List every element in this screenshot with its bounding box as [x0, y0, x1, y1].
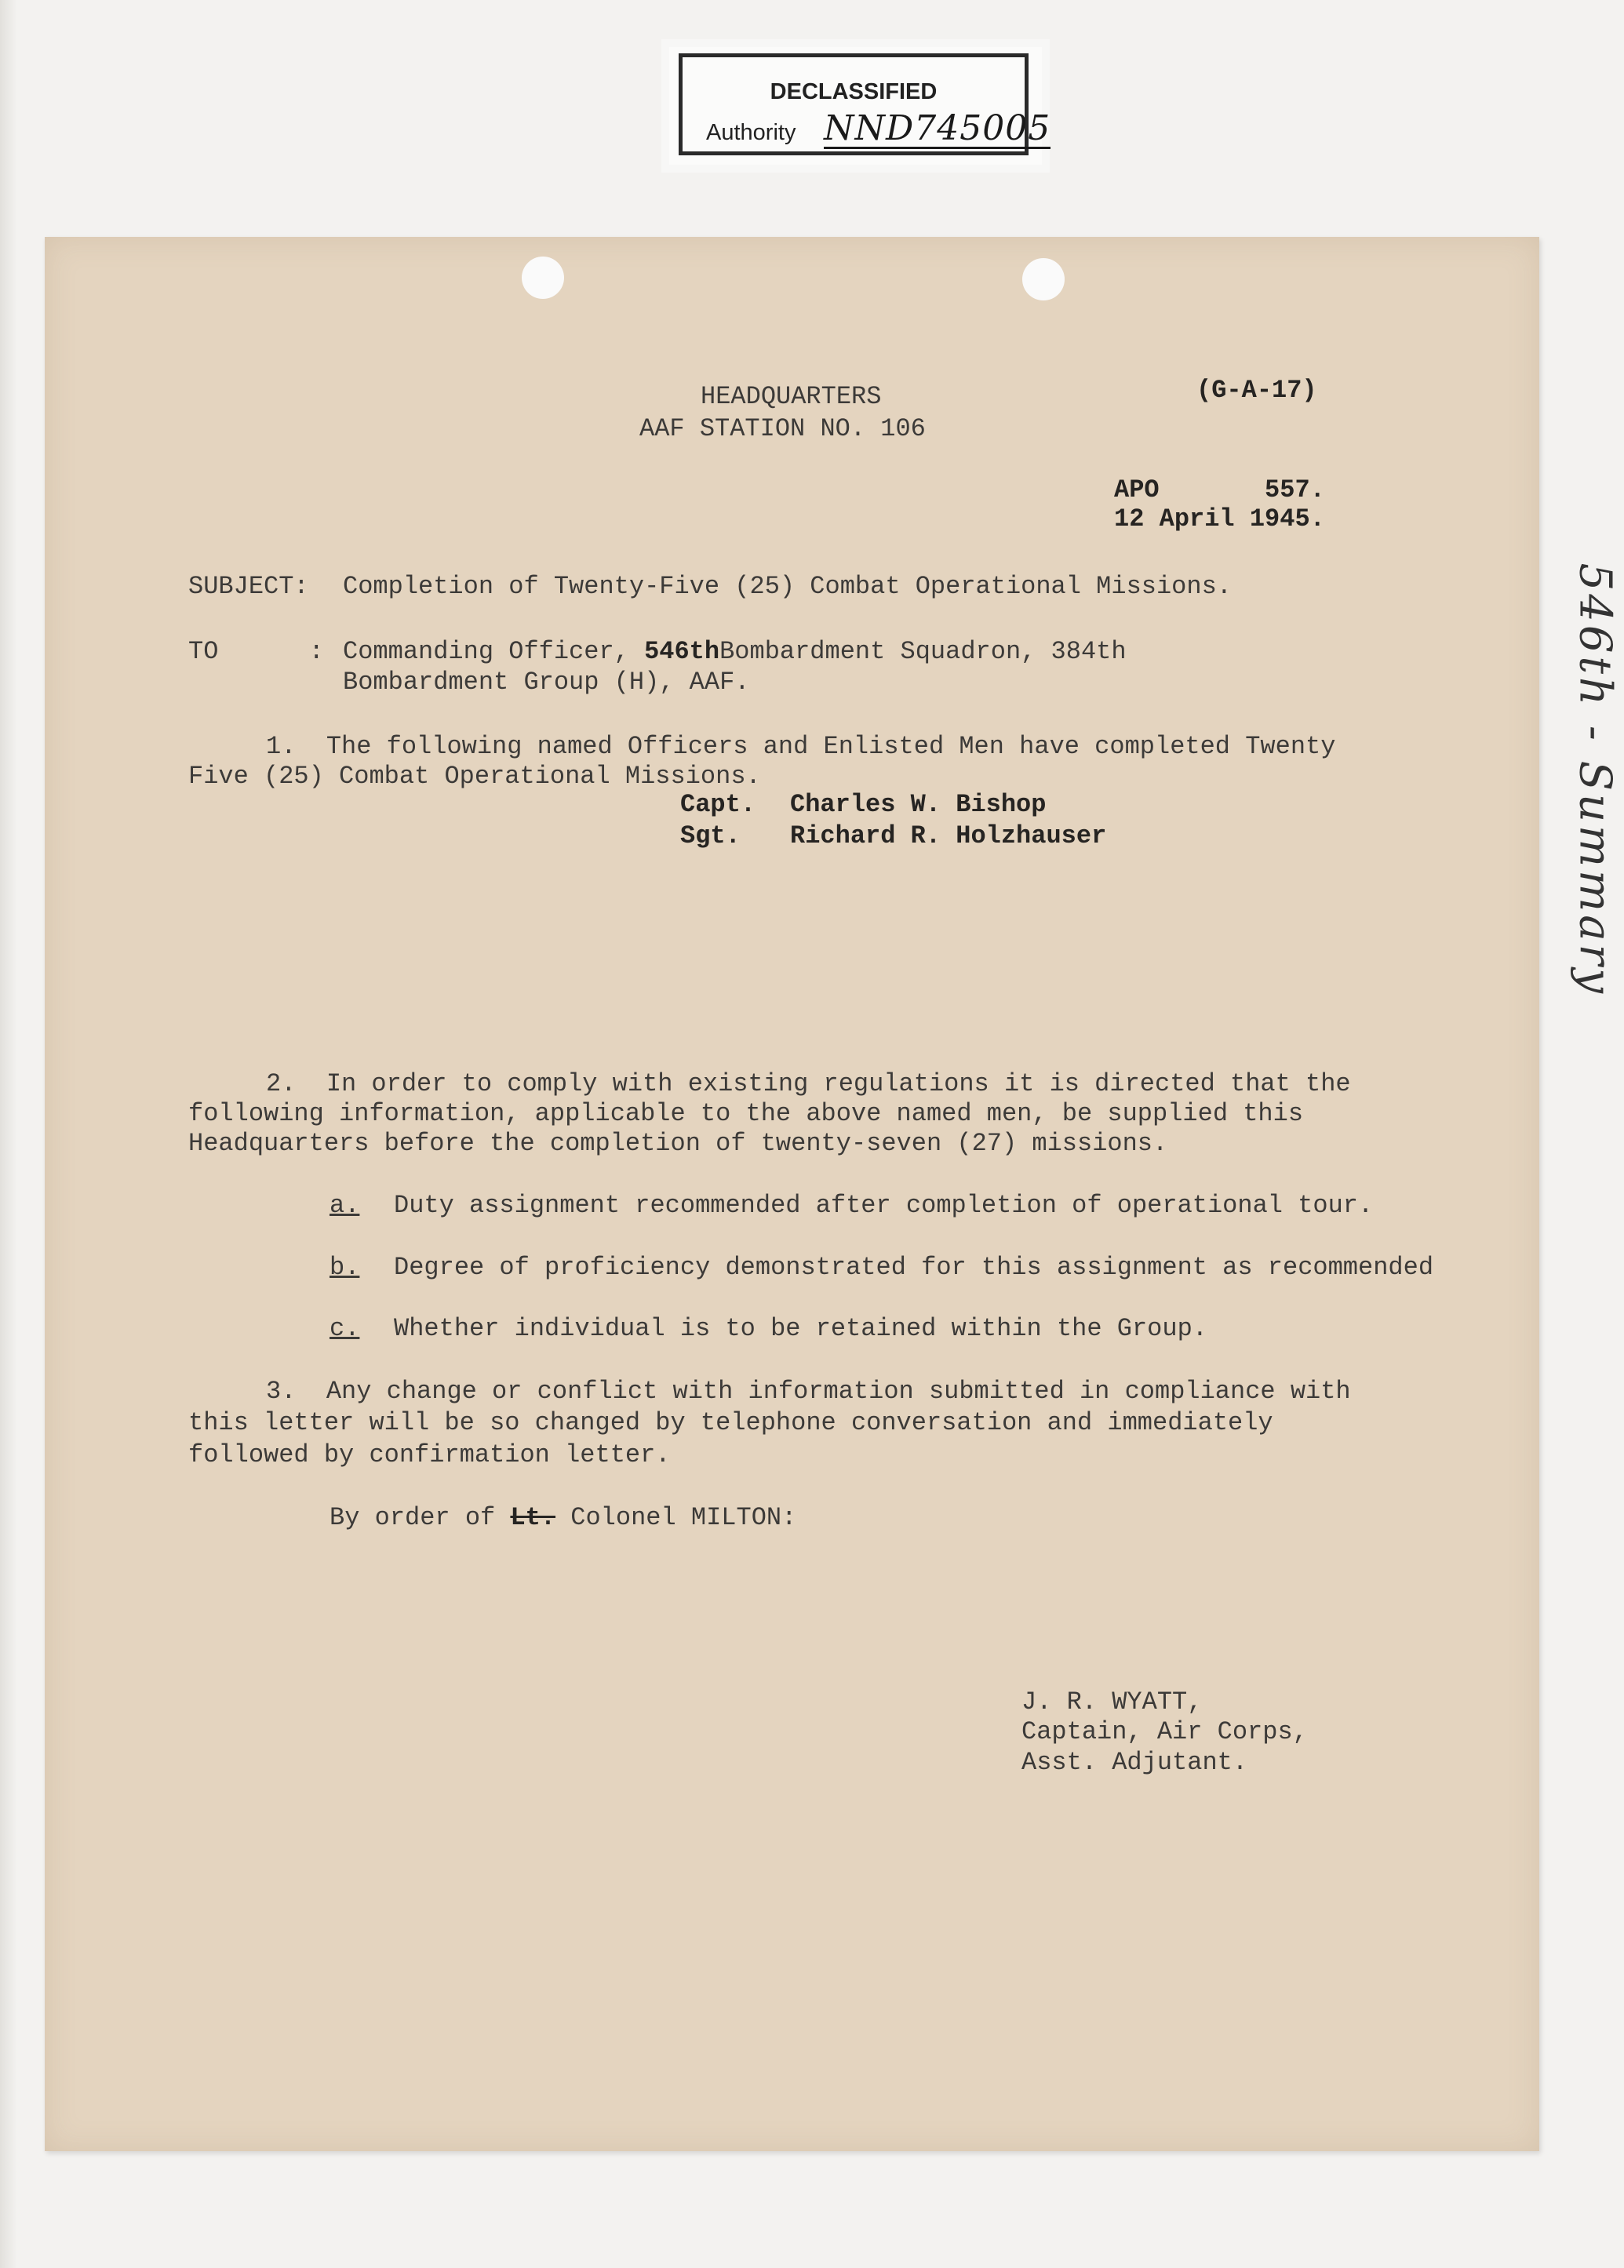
paragraph-2-line-3: Headquarters before the completion of twenty-seven (27) missions.: [188, 1129, 1168, 1158]
apo-number: APO 557.: [1114, 475, 1325, 504]
signature-title-2: Asst. Adjutant.: [1021, 1748, 1248, 1777]
paragraph-2-line-2: following information, applicable to the above named men, be supplied this: [188, 1099, 1304, 1128]
paragraph-2-line-1: 2. In order to comply with existing regulations it is directed that the: [266, 1069, 1351, 1098]
paragraph-3-line-2: this letter will be so changed by telephone conversation and immediately: [188, 1408, 1273, 1437]
letter-date: 12 April 1945.: [1114, 504, 1325, 533]
to-line-1-post: Bombardment Squadron, 384th: [719, 637, 1127, 666]
item-text: Whether individual is to be retained within the Group.: [394, 1314, 1207, 1343]
header-line-2: AAF STATION NO. 106: [639, 414, 926, 443]
order-line: [330, 1502, 796, 1534]
punch-hole: [522, 257, 564, 299]
name-entry: Richard R. Holzhauser: [790, 821, 1107, 850]
punch-hole: [1022, 258, 1065, 300]
to-line-1-pre: Commanding Officer,: [343, 637, 645, 666]
item-letter: c.: [330, 1314, 360, 1343]
item-text: Duty assignment recommended after completion of operational tour.: [394, 1191, 1374, 1220]
order-pre: By order of: [330, 1503, 511, 1532]
subject-label: SUBJECT:: [188, 572, 309, 601]
stamp-authority-value: NND745005: [824, 108, 1051, 148]
typed-letter-page: [45, 237, 1539, 2151]
paragraph-3-line-1: 3. Any change or conflict with information submitted in compliance with: [266, 1377, 1351, 1406]
handwritten-margin-note: 546th - Summary: [1569, 562, 1620, 996]
signature-name: J. R. WYATT,: [1021, 1687, 1203, 1716]
order-struck-rank: Lt.: [510, 1503, 556, 1532]
paragraph-1-line-1: 1. The following named Officers and Enlisted Men have completed Twenty: [266, 732, 1336, 761]
to-line-1: [343, 636, 1127, 668]
stamp-authority-label: Authority: [706, 120, 796, 145]
to-label: TO :: [188, 637, 324, 666]
header-line-1: HEADQUARTERS: [701, 382, 882, 411]
order-post: Colonel MILTON:: [555, 1503, 797, 1532]
adjacent-page-edge: [0, 0, 17, 2268]
item-text: Degree of proficiency demonstrated for this assignment as recommended: [394, 1253, 1434, 1282]
file-code: (G-A-17): [1196, 376, 1317, 405]
name-rank: Capt.: [680, 790, 756, 819]
squadron-number: 546th: [644, 637, 720, 666]
name-entry: Charles W. Bishop: [790, 790, 1047, 819]
paragraph-3-line-3: followed by confirmation letter.: [188, 1440, 671, 1469]
stamp-title: DECLASSIFIED: [770, 79, 938, 104]
signature-title-1: Captain, Air Corps,: [1021, 1717, 1308, 1746]
subject-text: Completion of Twenty-Five (25) Combat Operational Missions.: [343, 572, 1232, 601]
stamp-border: [679, 53, 1051, 155]
item-letter: a.: [330, 1191, 360, 1220]
name-rank: Sgt.: [680, 821, 741, 850]
declassified-stamp: [669, 47, 1051, 165]
to-line-2: Bombardment Group (H), AAF.: [343, 668, 750, 697]
paragraph-1-line-2: Five (25) Combat Operational Missions.: [188, 762, 761, 791]
item-letter: b.: [330, 1253, 360, 1282]
